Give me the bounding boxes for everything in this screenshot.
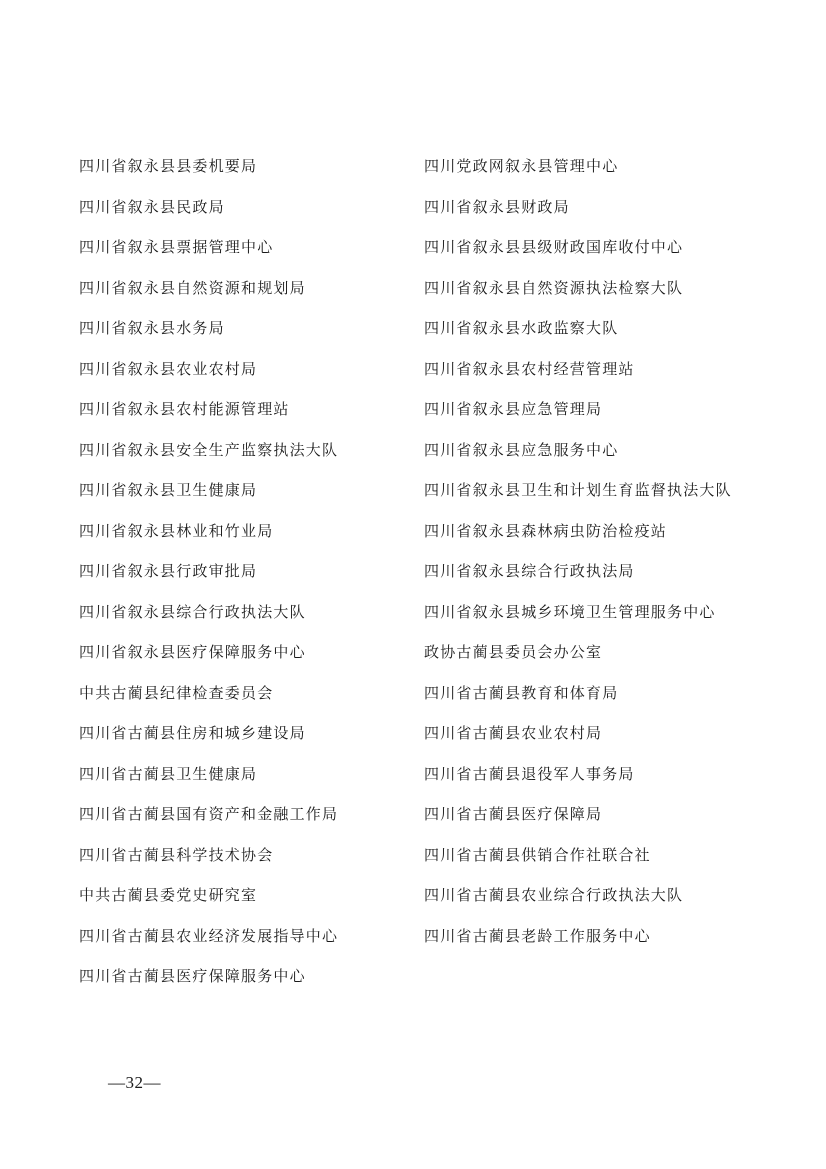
organization-list-item: 四川省叙永县票据管理中心 xyxy=(79,238,274,256)
left-organization-list xyxy=(79,146,409,997)
organization-list-item: 四川省叙永县县委机要局 xyxy=(79,157,258,175)
organization-list-item: 四川省古蔺县科学技术协会 xyxy=(79,845,274,864)
organization-list-item: 中共古蔺县纪律检查委员会 xyxy=(79,683,274,702)
organization-list-item: 四川省叙永县城乡环境卫生管理服务中心 xyxy=(424,602,716,621)
organization-list-item: 四川省叙永县水务局 xyxy=(79,319,225,337)
organization-list-item: 四川省古蔺县老龄工作服务中心 xyxy=(424,926,651,945)
organization-list-item: 四川省叙永县安全生产监察执法大队 xyxy=(79,440,339,459)
organization-list-item: 四川省叙永县农村经营管理站 xyxy=(424,359,635,378)
organization-list-item: 四川省叙永县财政局 xyxy=(424,197,570,216)
organization-list-item: 四川省古蔺县卫生健康局 xyxy=(79,764,258,783)
organization-list-item: 四川省叙永县水政监察大队 xyxy=(424,319,619,337)
organization-list-item: 四川省古蔺县教育和体育局 xyxy=(424,683,619,702)
organization-list-item: 四川省叙永县农村能源管理站 xyxy=(79,400,290,418)
organization-list-item: 四川省叙永县综合行政执法大队 xyxy=(79,602,306,621)
organization-list-item: 四川省古蔺县退役军人事务局 xyxy=(424,764,635,783)
organization-list-item: 四川省叙永县行政审批局 xyxy=(79,562,258,580)
organization-list-item: 政协古蔺县委员会办公室 xyxy=(424,643,603,661)
organization-list-item: 中共古蔺县委党史研究室 xyxy=(79,886,258,904)
organization-list-item: 四川省叙永县应急服务中心 xyxy=(424,440,619,459)
organization-list-item: 四川省古蔺县医疗保障服务中心 xyxy=(79,967,306,985)
organization-list-item: 四川省叙永县自然资源执法检察大队 xyxy=(424,278,684,297)
organization-list-item: 四川省叙永县农业农村局 xyxy=(79,359,258,378)
organization-list-item: 四川省古蔺县国有资产和金融工作局 xyxy=(79,805,339,823)
organization-list-item: 四川省叙永县民政局 xyxy=(79,197,225,216)
page-number: —32— xyxy=(108,1073,161,1092)
organization-list-item: 四川省叙永县县级财政国库收付中心 xyxy=(424,238,684,256)
organization-list-item: 四川省叙永县应急管理局 xyxy=(424,400,603,418)
organization-list-item: 四川省古蔺县供销合作社联合社 xyxy=(424,845,651,864)
right-organization-list xyxy=(424,146,814,956)
organization-list-item: 四川省叙永县自然资源和规划局 xyxy=(79,278,306,297)
organization-list-item: 四川省叙永县卫生健康局 xyxy=(79,481,258,499)
organization-list-item: 四川省叙永县综合行政执法局 xyxy=(424,562,635,580)
organization-list-item: 四川党政网叙永县管理中心 xyxy=(424,157,619,175)
organization-list-item: 四川省叙永县森林病虫防治检疫站 xyxy=(424,521,668,540)
organization-list-item: 四川省古蔺县农业综合行政执法大队 xyxy=(424,886,684,904)
organization-list-item: 四川省古蔺县农业经济发展指导中心 xyxy=(79,926,339,945)
organization-list-item: 四川省叙永县林业和竹业局 xyxy=(79,521,274,540)
organization-list-item: 四川省叙永县卫生和计划生育监督执法大队 xyxy=(424,481,732,499)
organization-list-item: 四川省古蔺县医疗保障局 xyxy=(424,805,603,823)
organization-list-item: 四川省古蔺县农业农村局 xyxy=(424,724,603,742)
organization-list-item: 四川省叙永县医疗保障服务中心 xyxy=(79,643,306,661)
organization-list-item: 四川省古蔺县住房和城乡建设局 xyxy=(79,724,306,742)
